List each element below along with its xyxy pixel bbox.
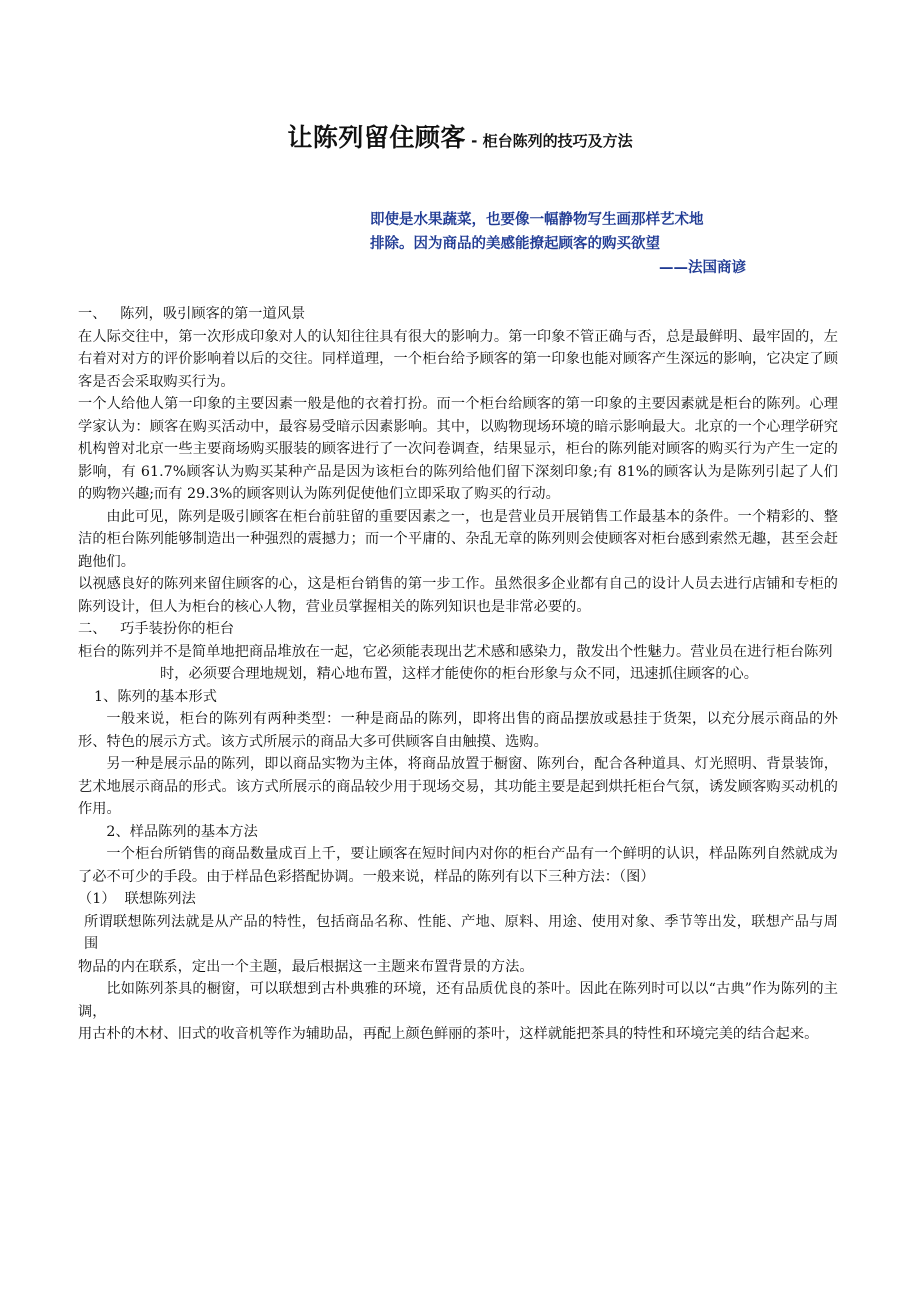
section-2-heading: 二、 巧手装扮你的柜台 [78,621,235,637]
paragraph-exhibit-display: 另一种是展示品的陈列，即以商品实物为主体，将商品放置于橱窗、陈列台，配合各种道具、灯光照明、背景装饰，艺术地展示商品的形式。该方式所展示的商品较少用于现场交易，其功能主要是起到烘托柜台气氛，诱发顾客购买动机的作用。 [78,756,838,817]
document-title [0,118,920,154]
paragraph-survey: 一个人给他人第一印象的主要因素一般是他的衣着打扮。而一个柜台给顾客的第一印象的主要因素就是柜台的陈列。心理学家认为：顾客在购买活动中，最容易受暗示因素影响。其中，以购物现场环境的暗示影响最大。北京的一个心理学研究机构曾对北京一些主要商场购买服装的顾客进行了一次问卷调查，结果显示，柜台的陈列能对顾客的购买行为产生一定的影响，有 61.7%顾客认为购买某种产品是因为该柜台的陈列给他们留下深刻印象;有 81%的顾客认为是陈列引起了人们的购物兴趣;而有 29.3%的顾客则认为陈列促使他们立即采取了购买的行动。 [78,396,838,502]
quote-line-2: 排除。因为商品的美感能撩起顾客的购买欲望 [370,236,660,252]
subheading-basic-form: 1、陈列的基本形式 [94,688,217,705]
paragraph-first-impression: 在人际交往中，第一次形成印象对人的认知往往具有很大的影响力。第一印象不管正确与否，总是最鲜明、最牢固的，左右着对对方的评价影响着以后的交往。同样道理，一个柜台给予顾客的第一印象也能对顾客产生深远的影响，它决定了顾客是否会采取购买行为。 [78,328,838,390]
paragraph-first-step: 以视感良好的陈列来留住顾客的心，这是柜台销售的第一步工作。虽然很多企业都有自己的设计人员去进行店铺和专柜的陈列设计，但人为柜台的核心人物，营业员掌握相关的陈列知识也是非常必要的。 [78,576,838,615]
paragraph-product-display: 一般来说，柜台的陈列有两种类型：一种是商品的陈列，即将出售的商品摆放或悬挂于货架，以充分展示商品的外形、特色的展示方式。该方式所展示的商品大多可供顾客自由触摸、选购。 [78,711,838,750]
paragraph-sample-display: 一个柜台所销售的商品数量成百上千，要让顾客在短时间内对你的柜台产品有一个鲜明的认识，样品陈列自然就成为了必不可少的手段。由于样品色彩搭配协调。一般来说，样品的陈列有以下三种方法：（图） [78,846,838,885]
subheading-association: （1） 联想陈列法 [78,891,196,907]
title-subtitle: - 柜台陈列的技巧及方法 [465,132,633,150]
paragraph-artistic-a: 柜台的陈列并不是简单地把商品堆放在一起，它必须能表现出艺术感和感染力，散发出个性魅力。营业员在进行柜台陈列 [78,643,833,660]
epigraph-quote [370,208,790,280]
paragraph-tea-example-a: 比如陈列茶具的橱窗，可以联想到古朴典雅的环境，还有品质优良的茶叶。因此在陈列时可以以“古典”作为陈列的主调， [78,981,838,1020]
paragraph-importance: 由此可见，陈列是吸引顾客在柜台前驻留的重要因素之一，也是营业员开展销售工作最基本的条件。一个精彩的、整洁的柜台陈列能够制造出一种强烈的震撼力；而一个平庸的、杂乱无章的陈列则会使顾客对柜台感到索然无趣，甚至会赶跑他们。 [78,508,838,570]
document-body [78,303,838,1046]
paragraph-association-a: 所谓联想陈列法就是从产品的特性，包括商品名称、性能、产地、原料、用途、使用对象、季节等出发，联想产品与周围 [84,913,838,952]
paragraph-tea-example-b: 用古朴的木材、旧式的收音机等作为辅助品，再配上颜色鲜丽的茶叶，这样就能把茶具的特性和环境完美的结合起来。 [78,1026,819,1042]
title-main: 让陈列留住顾客 [287,123,466,152]
section-1-heading: 一、 陈列，吸引顾客的第一道风景 [78,306,306,322]
paragraph-artistic-b: 时，必须要合理地规划，精心地布置，这样才能使你的柜台形象与众不同，迅速抓住顾客的心。 [160,666,758,682]
paragraph-association-b: 物品的内在联系，定出一个主题，最后根据这一主题来布置背景的方法。 [78,958,534,975]
quote-attribution: ——法国商谚 [659,260,746,276]
quote-line-1: 即使是水果蔬菜，也要像一幅静物写生画那样艺术地 [370,212,704,228]
subheading-basic-method: 2、样品陈列的基本方法 [106,823,258,840]
